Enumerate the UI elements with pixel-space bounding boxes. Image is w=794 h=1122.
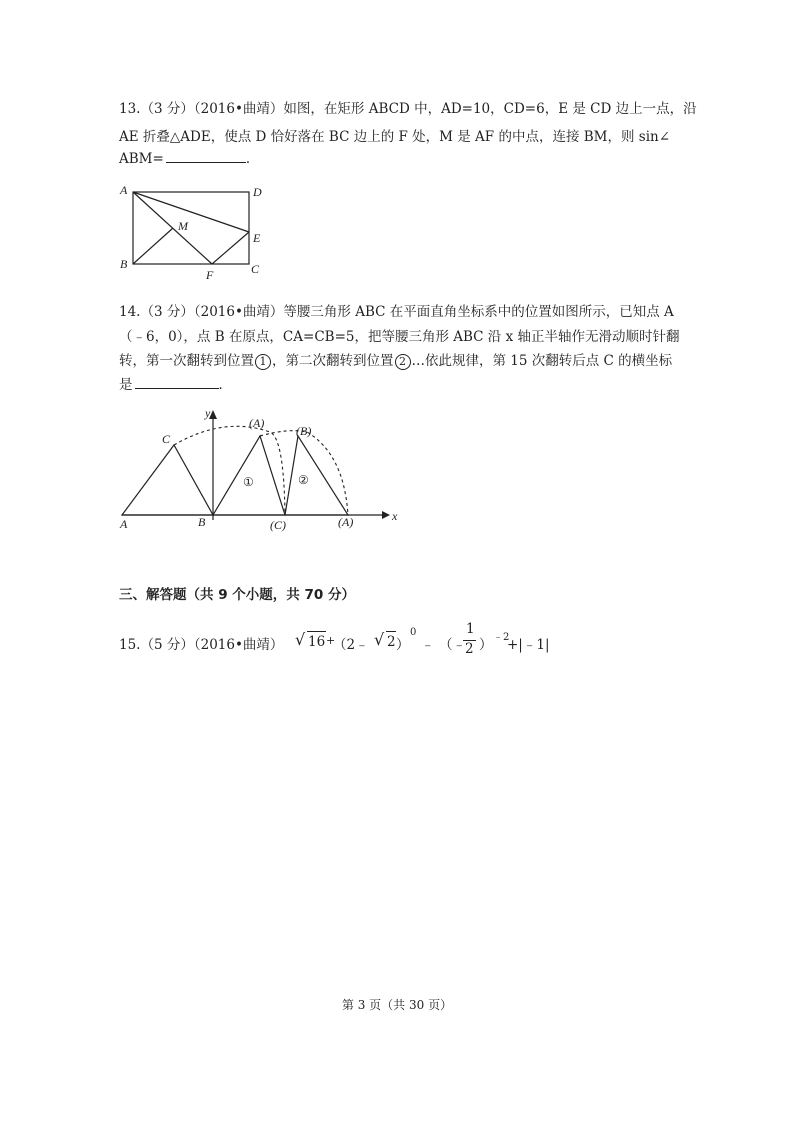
- fraction-denominator: 2: [465, 641, 474, 657]
- exponent-neg2: ﹣2: [493, 632, 510, 643]
- segment-fe: [212, 232, 249, 264]
- sqrt-1-icon: √: [295, 630, 306, 649]
- label-e: E: [253, 231, 261, 245]
- radicand-16: 16: [308, 634, 326, 650]
- q15-prefix: 15.（5 分）（2016•曲靖）: [119, 637, 284, 653]
- paren2-close: ）: [479, 637, 493, 653]
- triangle-position-2: [285, 436, 348, 515]
- q13-abm-label: ABM=: [119, 151, 164, 167]
- q14-line-2: （﹣6，0），点 B 在原点，CA=CB=5，把等腰三角形 ABC 沿 x 轴正半轴作无滑动顺时针翻: [119, 329, 680, 345]
- paren2-open: （﹣: [439, 637, 466, 653]
- q13-rectangle-figure: [112, 178, 277, 283]
- segment-bm: [133, 228, 173, 264]
- x-axis-arrow: [382, 511, 390, 519]
- sqrt-2-bar: [386, 631, 396, 632]
- arc-c-path: [174, 426, 285, 515]
- plus-1: +: [326, 634, 336, 647]
- label-b: B: [198, 515, 206, 529]
- minus-sign: ﹣: [421, 637, 435, 653]
- section-3-title: 三、解答题（共 9 个小题，共 70 分）: [119, 587, 355, 603]
- q13-line-1: 13.（3 分）（2016•曲靖）如图，在矩形 ABCD 中，AD=10，CD=6，E 是 CD 边上一点，沿: [119, 101, 697, 117]
- q14-answer-blank: [135, 374, 219, 389]
- label-c: C: [251, 262, 260, 276]
- position-2-badge: 2: [395, 354, 411, 370]
- label-position-2: ②: [298, 473, 309, 487]
- q13-period: ．: [245, 151, 260, 167]
- q13-line-3: [119, 148, 259, 168]
- label-d: D: [253, 185, 262, 199]
- label-y: y: [205, 406, 211, 420]
- position-1-badge: 1: [255, 354, 271, 370]
- segment-ae: [133, 192, 249, 232]
- sqrt-1-bar: [307, 631, 326, 632]
- label-position-1: ①: [243, 475, 254, 489]
- label-a: A: [120, 517, 128, 531]
- q14-shi: 是: [119, 377, 133, 393]
- label-c: C: [162, 432, 171, 446]
- q14-line-3: [119, 352, 672, 370]
- paren-close: ）: [396, 637, 410, 653]
- q14-line-3c: …依此规律，第 15 次翻转后点 C 的横坐标: [411, 353, 673, 369]
- q14-line-3a: 转，第一次翻转到位置: [119, 353, 254, 369]
- q15-formula: [119, 621, 550, 661]
- label-b-paren: (B): [296, 424, 312, 438]
- label-a-paren-1: (A): [249, 416, 265, 430]
- triangle-abc: [122, 445, 213, 515]
- q14-line-1: 14.（3 分）（2016•曲靖）等腰三角形 ABC 在平面直角坐标系中的位置如图所示，已知点 A: [119, 304, 674, 320]
- q13-line-2: AE 折叠△ADE，使点 D 恰好落在 BC 边上的 F 处，M 是 AF 的中点，连接 BM，则 sin∠: [119, 129, 671, 145]
- rect-abcd: [133, 192, 249, 264]
- q14-period: ．: [218, 377, 232, 393]
- q14-coordinate-figure: [112, 402, 412, 537]
- label-a-paren-2: (A): [338, 515, 354, 529]
- q14-line-3b: ，第二次翻转到位置: [272, 353, 394, 369]
- radicand-2: 2: [387, 634, 396, 650]
- label-c-paren: (C): [270, 518, 286, 532]
- label-f: F: [206, 268, 214, 282]
- label-x: x: [392, 509, 398, 523]
- paren-open: （2﹣: [333, 637, 369, 653]
- exponent-0: 0: [410, 627, 417, 638]
- fraction-numerator: 1: [466, 621, 475, 637]
- label-b: B: [120, 257, 128, 271]
- label-a: A: [120, 183, 128, 197]
- q13-answer-blank: [166, 148, 246, 163]
- abs-term: +|﹣1|: [507, 637, 550, 653]
- sqrt-2-icon: √: [374, 630, 385, 649]
- q14-line-4: [119, 374, 232, 394]
- label-m: M: [178, 219, 188, 233]
- page-footer: 第 3 页（共 30 页）: [341, 998, 453, 1012]
